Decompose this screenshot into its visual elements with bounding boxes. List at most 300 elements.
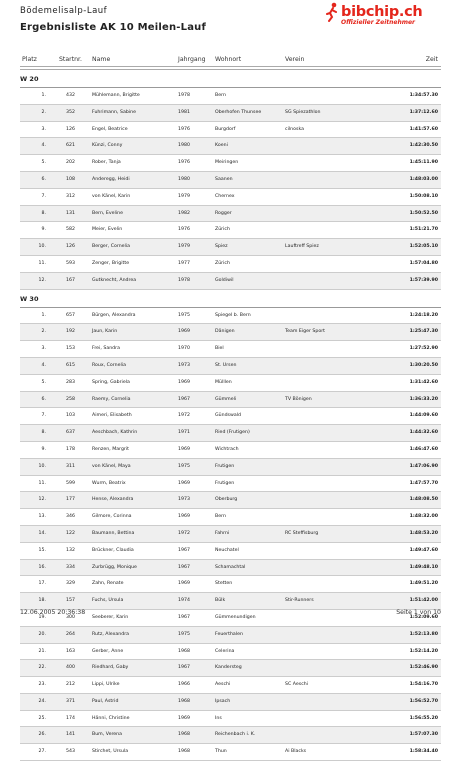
cell-jahrgang: 1978 — [178, 93, 190, 98]
cell-verein — [285, 222, 357, 238]
cell-startnr: 108 — [66, 176, 75, 182]
cell-jahrgang: 1976 — [178, 126, 190, 132]
cell-verein — [285, 476, 357, 492]
table-row — [20, 189, 441, 206]
cell-verein: SC Aeschi — [285, 682, 309, 688]
table-row — [20, 593, 441, 610]
cell-name: Raemy, Cornelia — [92, 396, 131, 402]
cell-startnr: 126 — [66, 244, 75, 250]
col-startnr: Startnr. — [59, 56, 82, 63]
cell-startnr: 264 — [66, 631, 75, 637]
cell-zeit: 1:52:14.20 — [409, 648, 438, 654]
cell-platz: 7. — [41, 193, 46, 199]
cell-jahrgang: 1976 — [178, 227, 190, 233]
cell-wohnort: Mülllen — [215, 379, 232, 385]
cell-zeit: 1:52:09.60 — [409, 614, 438, 620]
cell-wohnort: Bern — [215, 514, 226, 520]
cell-name: Mühlemann, Brigitte — [92, 93, 140, 98]
cell-name: Lippi, Ulrike — [92, 682, 120, 688]
cell-name: Jaun, Karin — [92, 329, 118, 335]
cell-wohnort: Ins — [215, 715, 222, 721]
cell-zeit: 1:50:08.10 — [409, 193, 438, 199]
cell-zeit: 1:52:05.10 — [409, 244, 438, 250]
cell-startnr: 593 — [66, 260, 75, 266]
table-row — [20, 308, 441, 325]
cell-verein — [285, 206, 357, 222]
cell-wohnort: Stetten — [215, 581, 233, 587]
cell-platz: 24. — [38, 698, 46, 704]
table-row — [20, 324, 441, 341]
cell-jahrgang: 1969 — [178, 514, 190, 520]
cell-verein — [285, 88, 357, 104]
cell-platz: 17. — [38, 581, 46, 587]
cell-startnr: 346 — [66, 514, 75, 520]
cell-jahrgang: 1976 — [178, 160, 190, 166]
cell-zeit: 1:49:51.20 — [409, 581, 438, 587]
cell-jahrgang: 1970 — [178, 346, 190, 352]
cell-zeit: 1:54:16.70 — [409, 682, 438, 688]
cell-wohnort: Celerina — [215, 648, 235, 654]
cell-wohnort: Spiegel b. Bern — [215, 312, 251, 318]
table-row — [20, 442, 441, 459]
table-row — [20, 711, 441, 728]
cell-jahrgang: 1969 — [178, 379, 190, 385]
table-row — [20, 509, 441, 526]
cell-name: Baumann, Bettina — [92, 530, 135, 536]
cell-verein — [285, 375, 357, 391]
results-table — [20, 56, 441, 761]
cell-platz: 10. — [38, 463, 46, 469]
cell-name: Frei, Sandra — [92, 346, 120, 352]
cell-platz: 20. — [38, 631, 46, 637]
cell-verein — [285, 459, 357, 475]
cell-jahrgang: 1972 — [178, 413, 190, 419]
cell-platz: 19. — [38, 614, 46, 620]
table-row — [20, 273, 441, 290]
cell-zeit: 1:57:04.80 — [409, 260, 438, 266]
cell-platz: 3. — [41, 346, 46, 352]
cell-verein — [285, 172, 357, 188]
bibchip-logo — [325, 2, 437, 26]
cell-platz: 15. — [38, 547, 46, 553]
print-timestamp: 12.06.2005 20:36:38 — [20, 609, 86, 616]
cell-wohnort: Frutigen — [215, 463, 235, 469]
cell-startnr: 400 — [66, 665, 75, 671]
table-row — [20, 627, 441, 644]
cell-startnr: 582 — [66, 227, 75, 233]
cell-zeit: 1:37:12.60 — [409, 109, 438, 115]
table-row — [20, 459, 441, 476]
cell-jahrgang: 1966 — [178, 682, 190, 688]
cell-startnr: 334 — [66, 564, 75, 570]
col-wohnort: Wohnort — [215, 56, 242, 63]
cell-zeit: 1:45:11.90 — [409, 160, 438, 166]
table-row — [20, 543, 441, 560]
cell-platz: 8. — [41, 430, 46, 436]
cell-platz: 9. — [41, 446, 46, 452]
cell-jahrgang: 1968 — [178, 648, 190, 654]
cell-startnr: 329 — [66, 581, 75, 587]
table-body — [20, 70, 441, 761]
cell-jahrgang: 1972 — [178, 530, 190, 536]
cell-verein — [285, 492, 357, 508]
cell-wohnort: Wichtrach — [215, 446, 239, 452]
cell-jahrgang: 1968 — [178, 749, 190, 755]
cell-verein — [285, 627, 357, 643]
cell-jahrgang: 1967 — [178, 614, 190, 620]
cell-jahrgang: 1974 — [178, 598, 190, 604]
cell-wohnort: Oberburg — [215, 497, 238, 503]
cell-startnr: 178 — [66, 446, 75, 452]
cell-startnr: 311 — [66, 463, 75, 469]
cell-wohnort: Thun — [215, 749, 227, 755]
cell-zeit: 1:36:33.20 — [409, 396, 438, 402]
logo-tagline: Offizieller Zeitnehmer — [341, 19, 416, 26]
cell-startnr: 371 — [66, 698, 75, 704]
cell-verein — [285, 308, 357, 324]
cell-name: Berger, Cornelia — [92, 244, 131, 250]
cell-wohnort: Burgdorf — [215, 126, 236, 132]
cell-verein — [285, 727, 357, 743]
cell-wohnort: Zürich — [215, 260, 230, 266]
table-row — [20, 576, 441, 593]
cell-wohnort: Reichenbach i. K. — [215, 732, 256, 738]
table-row — [20, 408, 441, 425]
footer — [20, 609, 441, 616]
cell-name: Engel, Beatrice — [92, 126, 128, 132]
cell-jahrgang: 1973 — [178, 362, 190, 368]
cell-wohnort: Bern — [215, 93, 226, 98]
cell-name: Gilmore, Corinna — [92, 514, 132, 520]
cell-wohnort: Meiringen — [215, 160, 239, 166]
cell-platz: 13. — [38, 514, 46, 520]
table-row — [20, 526, 441, 543]
runner-logo-icon — [325, 2, 339, 22]
cell-zeit: 1:34:57.30 — [409, 93, 438, 98]
cell-verein: Team Eiger Sport — [285, 329, 326, 335]
cell-verein — [285, 644, 357, 660]
cell-verein — [285, 425, 357, 441]
cell-zeit: 1:42:30.50 — [409, 143, 438, 149]
cell-zeit: 1:48:03.00 — [409, 176, 438, 182]
cell-name: Hänni, Christine — [92, 715, 130, 721]
cell-wohnort: Fahrni — [215, 530, 230, 536]
cell-platz: 4. — [41, 143, 46, 149]
cell-name: Bürgen, Alexandra — [92, 312, 136, 318]
cell-verein — [285, 560, 357, 576]
cell-verein — [285, 660, 357, 676]
cell-zeit: 1:48:32.00 — [409, 514, 438, 520]
cell-verein — [285, 138, 357, 154]
cell-jahrgang: 1975 — [178, 312, 190, 318]
cell-zeit: 1:48:08.50 — [409, 497, 438, 503]
event-name: Bödemelisalp-Lauf — [20, 6, 108, 16]
cell-verein — [285, 509, 357, 525]
cell-zeit: 1:57:07.30 — [409, 732, 438, 738]
table-row — [20, 172, 441, 189]
cell-name: Meier, Evelin — [92, 227, 123, 233]
cell-verein — [285, 711, 357, 727]
cell-verein — [285, 256, 357, 272]
table-row — [20, 256, 441, 273]
cell-name: Künzi, Conny — [92, 143, 123, 149]
cell-startnr: 141 — [66, 732, 75, 738]
cell-name: Zurbrügg, Monique — [92, 564, 137, 570]
cell-jahrgang: 1968 — [178, 732, 190, 738]
cell-startnr: 177 — [66, 497, 75, 503]
cell-startnr: 131 — [66, 210, 75, 216]
cell-startnr: 126 — [66, 126, 75, 132]
cell-verein: TV Bönigen — [285, 396, 312, 402]
cell-name: Spring, Gabriela — [92, 379, 130, 385]
cell-name: Stirchet, Ursula — [92, 749, 129, 755]
col-verein: Verein — [285, 56, 305, 63]
cell-name: Bum, Verena — [92, 732, 123, 738]
table-row — [20, 358, 441, 375]
table-row — [20, 105, 441, 122]
cell-wohnort: Bülk — [215, 598, 226, 604]
cell-wohnort: Ipsach — [215, 698, 231, 704]
cell-wohnort: Biel — [215, 346, 224, 352]
table-row — [20, 677, 441, 694]
cell-verein — [285, 576, 357, 592]
cell-platz: 10. — [38, 244, 46, 250]
cell-verein: cilnoska — [285, 126, 304, 132]
cell-wohnort: Neuchatel — [215, 547, 239, 553]
cell-startnr: 103 — [66, 413, 75, 419]
cell-verein — [285, 273, 357, 289]
cell-startnr: 122 — [66, 530, 75, 536]
cell-jahrgang: 1968 — [178, 698, 190, 704]
cell-zeit: 1:47:06.90 — [409, 463, 438, 469]
cell-zeit: 1:52:13.80 — [409, 631, 438, 637]
cell-jahrgang: 1981 — [178, 109, 190, 115]
cell-startnr: 132 — [66, 547, 75, 553]
cell-zeit: 1:27:52.90 — [409, 346, 438, 352]
cell-startnr: 432 — [66, 93, 75, 98]
col-zeit: Zeit — [425, 56, 438, 63]
cell-platz: 8. — [41, 210, 46, 216]
cell-startnr: 192 — [66, 329, 75, 335]
table-row — [20, 644, 441, 661]
cell-jahrgang: 1982 — [178, 210, 190, 216]
table-row — [20, 375, 441, 392]
cell-jahrgang: 1967 — [178, 547, 190, 553]
cell-platz: 21. — [38, 648, 46, 654]
cell-zeit: 1:44:09.60 — [409, 413, 438, 419]
cell-zeit: 1:41:57.60 — [409, 126, 438, 132]
cell-wohnort: Spiez — [215, 244, 228, 250]
cell-jahrgang: 1975 — [178, 463, 190, 469]
cell-platz: 4. — [41, 362, 46, 368]
cell-zeit: 1:44:32.60 — [409, 430, 438, 436]
table-row — [20, 560, 441, 577]
cell-platz: 1. — [41, 312, 46, 318]
cell-startnr: 167 — [66, 277, 75, 283]
logo-wordmark: bibchip.ch — [341, 4, 423, 20]
page-indicator: Seite 1 von 10 — [396, 609, 441, 616]
header — [20, 6, 206, 33]
cell-wohnort: Frutigen — [215, 480, 235, 486]
cell-jahrgang: 1978 — [178, 277, 190, 283]
cell-platz: 6. — [41, 396, 46, 402]
cell-wohnort: Oberhofen Thunsee — [215, 109, 262, 115]
cell-platz: 9. — [41, 227, 46, 233]
cell-platz: 23. — [38, 682, 46, 688]
cell-wohnort: Gündswald — [215, 413, 241, 419]
cell-wohnort: Feuerthalen — [215, 631, 243, 637]
cell-startnr: 599 — [66, 480, 75, 486]
cell-platz: 2. — [41, 109, 46, 115]
cell-name: Rutz, Alexandra — [92, 631, 129, 637]
cell-platz: 5. — [41, 379, 46, 385]
table-row — [20, 138, 441, 155]
cell-jahrgang: 1979 — [178, 193, 190, 199]
cell-platz: 25. — [38, 715, 46, 721]
cell-jahrgang: 1969 — [178, 581, 190, 587]
col-name: Name — [92, 56, 111, 63]
cell-name: Anderegg, Heidi — [92, 176, 130, 182]
cell-verein — [285, 155, 357, 171]
cell-name: Paul, Astrid — [92, 698, 119, 704]
cell-zeit: 1:51:42.00 — [409, 598, 438, 604]
cell-startnr: 615 — [66, 362, 75, 368]
cell-zeit: 1:58:34.40 — [409, 749, 438, 755]
cell-verein — [285, 341, 357, 357]
cell-name: Aimeri, Elisabeth — [92, 413, 132, 419]
cell-wohnort: Saanen — [215, 176, 233, 182]
table-row — [20, 341, 441, 358]
cell-wohnort: St. Ursen — [215, 362, 237, 368]
cell-startnr: 174 — [66, 715, 75, 721]
cell-platz: 18. — [38, 598, 46, 604]
cell-verein — [285, 189, 357, 205]
cell-wohnort: Chernex — [215, 193, 235, 199]
cell-platz: 11. — [38, 260, 46, 266]
cell-name: Hense, Alexandra — [92, 497, 134, 503]
cell-zeit: 1:46:47.60 — [409, 446, 438, 452]
cell-platz: 27. — [38, 749, 46, 755]
cell-jahrgang: 1969 — [178, 715, 190, 721]
cell-name: Seeberer, Karin — [92, 614, 129, 620]
cell-zeit: 1:30:20.50 — [409, 362, 438, 368]
cell-startnr: 163 — [66, 648, 75, 654]
cell-name: Aeschbach, Kathrin — [92, 430, 138, 436]
cell-name: Rober, Tanja — [92, 160, 121, 166]
cell-name: Gerber, Anne — [92, 648, 124, 654]
cell-jahrgang: 1980 — [178, 143, 190, 149]
table-row — [20, 88, 441, 105]
cell-platz: 22. — [38, 665, 46, 671]
cell-zeit: 1:50:52.50 — [409, 210, 438, 216]
cell-startnr: 202 — [66, 160, 75, 166]
page-title: Ergebnisliste AK 10 Meilen-Lauf — [20, 22, 207, 33]
cell-startnr: 657 — [66, 312, 75, 318]
cell-startnr: 153 — [66, 346, 75, 352]
cell-startnr: 283 — [66, 379, 75, 385]
cell-platz: 6. — [41, 176, 46, 182]
cell-startnr: 543 — [66, 749, 75, 755]
cell-platz: 1. — [41, 93, 46, 98]
cell-startnr: 312 — [66, 193, 75, 199]
cell-wohnort: Gümmeli — [215, 396, 237, 402]
cell-zeit: 1:57:39.90 — [409, 277, 438, 283]
cell-name: von Känel, Maya — [92, 463, 131, 469]
cell-platz: 2. — [41, 329, 46, 335]
cell-name: Zenger, Brigitte — [92, 260, 130, 266]
cell-startnr: 157 — [66, 598, 75, 604]
cell-wohnort: Dänigen — [215, 329, 235, 335]
cell-startnr: 637 — [66, 430, 75, 436]
cell-name: Fuchs, Ursula — [92, 598, 124, 604]
cell-name: Brückner, Claudia — [92, 547, 134, 553]
cell-name: Fuhrimann, Sabine — [92, 109, 136, 115]
table-row — [20, 727, 441, 744]
cell-name: Zahn, Renate — [92, 581, 124, 587]
cell-startnr: 352 — [66, 109, 75, 115]
category-heading: W 30 — [20, 290, 441, 308]
cell-zeit: 1:48:53.20 — [409, 530, 438, 536]
table-row — [20, 122, 441, 139]
cell-jahrgang: 1967 — [178, 564, 190, 570]
cell-zeit: 1:49:47.60 — [409, 547, 438, 553]
cell-wohnort: Aeschi — [215, 682, 231, 688]
cell-platz: 7. — [41, 413, 46, 419]
cell-verein: SG Spiezathlon — [285, 109, 321, 115]
table-row — [20, 744, 441, 761]
cell-zeit: 1:31:42.60 — [409, 379, 438, 385]
table-row — [20, 155, 441, 172]
cell-jahrgang: 1967 — [178, 665, 190, 671]
cell-verein: Stir-Runners — [285, 598, 314, 604]
cell-zeit: 1:56:52.70 — [409, 698, 438, 704]
cell-zeit: 1:49:48.10 — [409, 564, 438, 570]
table-row — [20, 392, 441, 409]
cell-name: Roux, Cornelia — [92, 362, 126, 368]
cell-zeit: 1:24:18.20 — [409, 312, 438, 318]
cell-verein: RC Steffisburg — [285, 530, 319, 536]
col-jahrgang: Jahrgang — [178, 56, 206, 63]
cell-wohnort: Kandersteg — [215, 665, 242, 671]
col-platz: Platz — [22, 56, 37, 63]
cell-platz: 11. — [38, 480, 46, 486]
cell-platz: 12. — [38, 277, 46, 283]
cell-jahrgang: 1969 — [178, 480, 190, 486]
cell-name: Bern, Eveline — [92, 210, 123, 216]
cell-zeit: 1:47:57.70 — [409, 480, 438, 486]
cell-jahrgang: 1975 — [178, 631, 190, 637]
cell-platz: 16. — [38, 564, 46, 570]
cell-name: Riedhard, Gaby — [92, 665, 129, 671]
cell-name: Wurm, Beatrix — [92, 480, 126, 486]
cell-wohnort: Schamachtal — [215, 564, 246, 570]
cell-platz: 26. — [38, 732, 46, 738]
cell-startnr: 621 — [66, 143, 75, 149]
cell-zeit: 1:56:55.20 — [409, 715, 438, 721]
cell-wohnort: Ried (Frutigen) — [215, 430, 250, 436]
cell-startnr: 300 — [66, 614, 75, 620]
cell-name: Gutknecht, Andrea — [92, 277, 137, 283]
cell-wohnort: Gümmenundigen — [215, 614, 256, 620]
table-row — [20, 222, 441, 239]
cell-verein — [285, 442, 357, 458]
cell-jahrgang: 1967 — [178, 396, 190, 402]
cell-zeit: 1:52:46.90 — [409, 665, 438, 671]
category-heading: W 20 — [20, 70, 441, 88]
cell-jahrgang: 1969 — [178, 329, 190, 335]
cell-verein — [285, 543, 357, 559]
cell-name: von Känel, Karin — [92, 193, 131, 199]
